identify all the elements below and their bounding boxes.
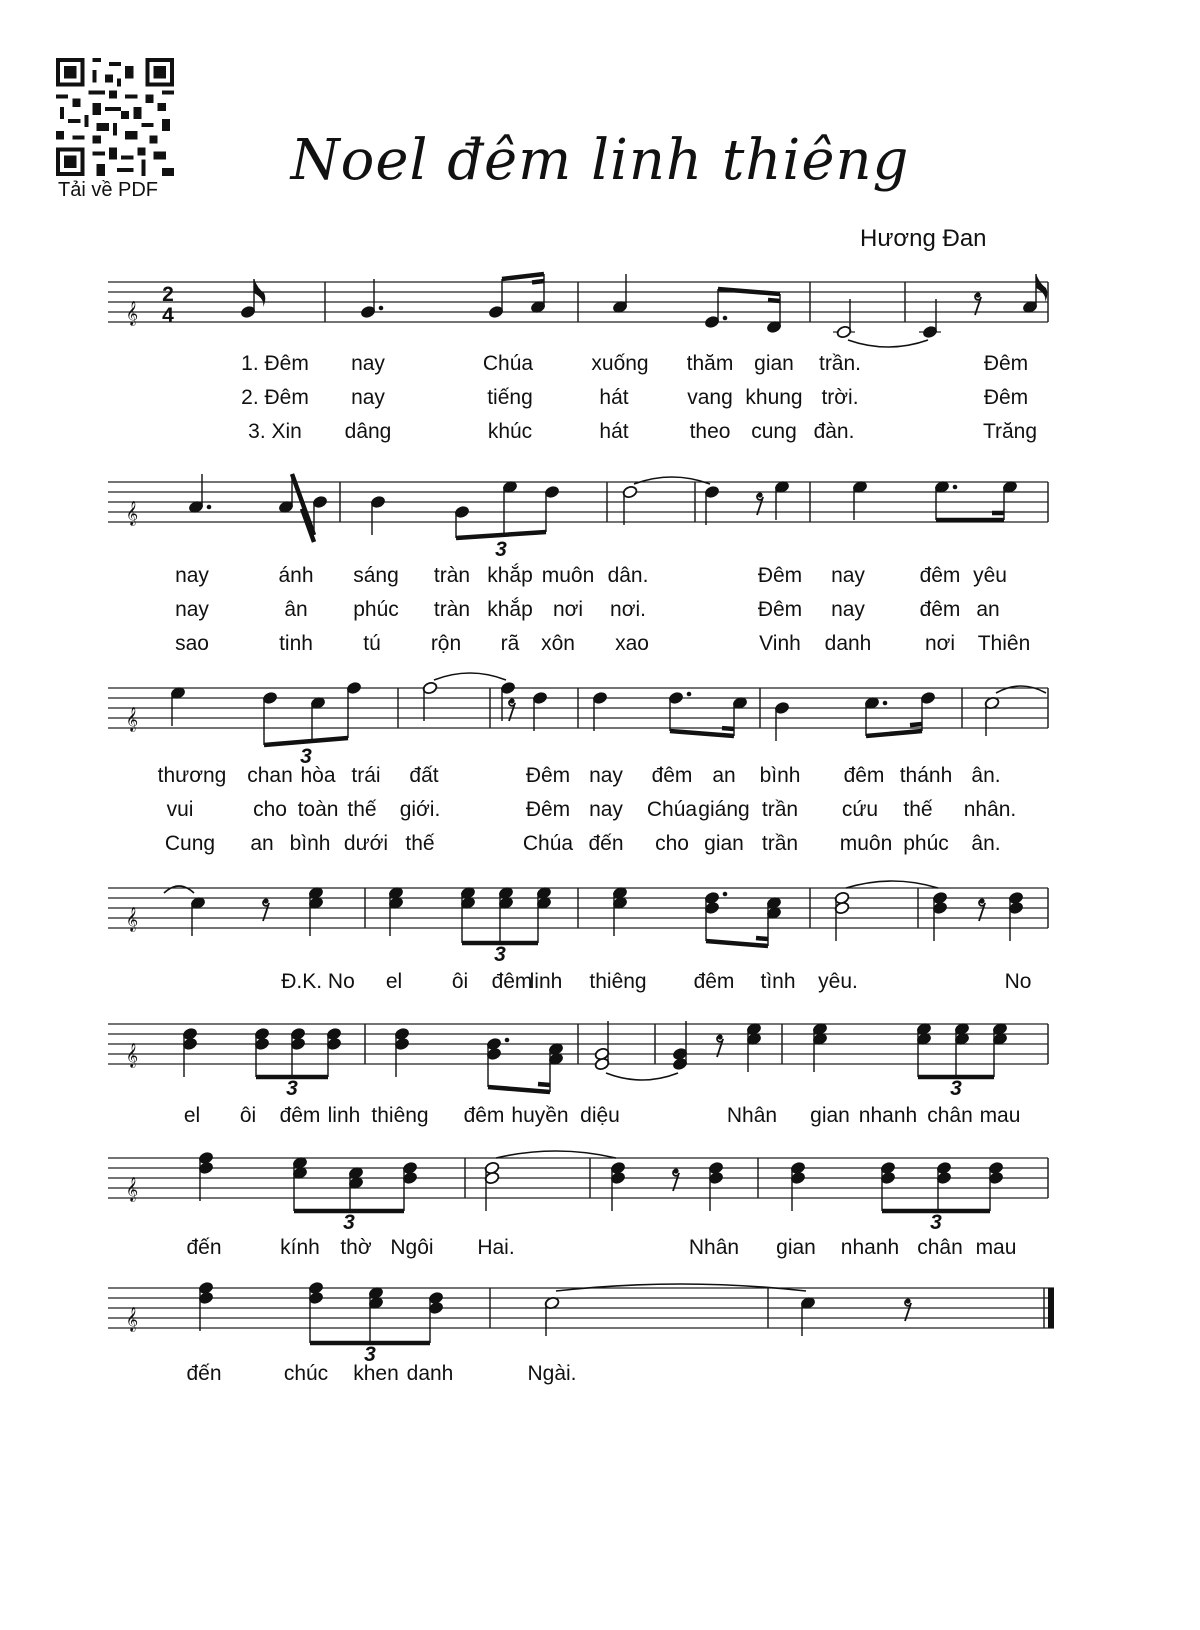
lyric-syllable: Cung	[164, 832, 216, 855]
lyric-syllable: mau	[979, 1104, 1021, 1127]
lyric-syllable: hát	[599, 386, 629, 409]
lyric-syllable: nay	[351, 386, 385, 409]
time-signature-top: 2	[162, 283, 174, 306]
lyric-syllable: tú	[363, 632, 381, 655]
lyric-syllable: cho	[655, 832, 689, 855]
note-beam	[866, 731, 922, 736]
lyric-syllable: nay	[589, 798, 623, 821]
lyric-syllable: Ngôi	[390, 1236, 434, 1259]
lyric-syllable: Trăng	[982, 420, 1038, 443]
triplet-mark: 3	[286, 1077, 298, 1100]
lyric-syllable: thăm	[686, 352, 734, 375]
eighth-rest-dot	[717, 1034, 722, 1039]
lyric-syllable: ân.	[971, 764, 1001, 787]
triplet-mark: 3	[364, 1343, 376, 1366]
lyric-syllable: an	[712, 764, 736, 787]
lyric-syllable: nhanh	[858, 1104, 918, 1127]
tie-slur	[606, 1073, 678, 1080]
augmentation-dot	[953, 485, 958, 490]
lyric-syllable: hát	[599, 420, 629, 443]
lyric-syllable: Đ.K. No	[281, 970, 355, 993]
note-flag	[254, 279, 265, 307]
lyric-syllable: tinh	[279, 632, 313, 655]
lyric-syllable: el	[183, 1104, 201, 1127]
lyric-syllable: dưới	[343, 832, 389, 855]
treble-clef-icon: 𝄞	[125, 302, 139, 325]
lyric-syllable: giới.	[399, 798, 441, 821]
lyric-syllable: khắp	[487, 564, 533, 587]
treble-clef-icon: 𝄞	[125, 908, 139, 931]
tie-slur	[434, 673, 506, 680]
lyric-syllable: ôi	[451, 970, 469, 993]
lyric-syllable: đất	[409, 764, 439, 787]
lyric-syllable: nay	[175, 598, 209, 621]
lyric-syllable: ánh	[278, 564, 314, 587]
augmentation-dot	[379, 306, 384, 311]
lyric-syllable: đêm	[279, 1104, 321, 1127]
lyric-syllable: huyền	[511, 1104, 569, 1127]
time-signature-bottom: 4	[162, 304, 174, 327]
lyric-syllable: an	[976, 598, 1000, 621]
lyric-syllable: giáng	[698, 798, 750, 821]
lyric-syllable: đàn.	[813, 420, 855, 443]
augmentation-dot	[505, 1038, 510, 1043]
note-beam	[722, 728, 734, 729]
note-beam	[706, 941, 768, 946]
lyric-syllable: kính	[280, 1236, 320, 1259]
lyric-syllable: nơi	[552, 598, 584, 621]
note-beam	[532, 281, 544, 282]
lyric-syllable: yêu.	[818, 970, 858, 993]
note-beam	[910, 724, 922, 725]
lyric-syllable: tiếng	[487, 386, 533, 409]
tie-slur	[846, 881, 938, 888]
lyric-syllable: đêm	[919, 564, 961, 587]
lyric-syllable: trái	[351, 764, 381, 787]
lyric-syllable: Nhân	[726, 1104, 778, 1127]
lyric-syllable: 3. Xin	[248, 420, 302, 443]
lyric-syllable: bình	[759, 764, 801, 787]
lyric-syllable: thế	[903, 798, 933, 821]
lyric-syllable: gian	[776, 1236, 816, 1259]
lyric-syllable: sáng	[353, 564, 399, 587]
lyric-syllable: xôn	[541, 632, 575, 655]
lyric-syllable: nay	[831, 598, 865, 621]
lyric-syllable: Đêm	[983, 352, 1029, 375]
lyric-syllable: bình	[289, 832, 331, 855]
eighth-rest-dot	[673, 1168, 678, 1173]
lyric-syllable: an	[250, 832, 274, 855]
eighth-rest-dot	[509, 698, 514, 703]
lyric-syllable: chân	[927, 1104, 973, 1127]
lyric-syllable: Đêm	[983, 386, 1029, 409]
lyric-syllable: tình	[760, 970, 796, 993]
page-title: Noel đêm linh thiêng	[290, 128, 910, 193]
lyric-syllable: Ngài.	[527, 1362, 577, 1385]
lyric-syllable: theo	[689, 420, 731, 443]
triplet-mark: 3	[930, 1211, 942, 1234]
lyric-syllable: Đêm	[757, 598, 803, 621]
eighth-rest-dot	[757, 492, 762, 497]
lyric-syllable: thánh	[899, 764, 953, 787]
lyric-syllable: ân	[284, 598, 308, 621]
eighth-rest-dot	[263, 898, 268, 903]
lyric-syllable: Nhân	[688, 1236, 740, 1259]
lyric-syllable: linh	[327, 1104, 361, 1127]
lyric-syllable: chúc	[283, 1362, 329, 1385]
lyric-syllable: rã	[500, 632, 520, 655]
lyric-syllable: trần.	[818, 352, 862, 375]
lyric-syllable: sao	[175, 632, 209, 655]
lyric-syllable: nay	[175, 564, 209, 587]
lyric-syllable: đến	[186, 1236, 222, 1259]
qr-caption[interactable]: Tải về PDF	[58, 179, 159, 201]
lyric-syllable: trời.	[821, 386, 859, 409]
eighth-rest-dot	[979, 898, 984, 903]
lyric-syllable: đêm	[651, 764, 693, 787]
triplet-mark: 3	[300, 745, 312, 768]
lyric-syllable: khen	[353, 1362, 399, 1385]
final-barline-thick	[1048, 1288, 1054, 1328]
lyric-syllable: No	[1004, 970, 1032, 993]
lyric-syllable: thế	[405, 832, 435, 855]
lyric-syllable: nay	[589, 764, 623, 787]
treble-clef-icon: 𝄞	[125, 1178, 139, 1201]
tie-slur	[634, 477, 710, 484]
lyric-syllable: đêm	[843, 764, 885, 787]
lyric-syllable: trần	[761, 798, 799, 821]
lyric-syllable: cứu	[841, 798, 879, 821]
lyric-syllable: khắp	[487, 598, 533, 621]
lyric-syllable: thiêng	[589, 970, 647, 993]
lyric-syllable: danh	[824, 632, 872, 655]
lyric-syllable: xao	[615, 632, 649, 655]
lyric-syllable: Chúa	[646, 798, 698, 821]
lyric-syllable: Đêm	[757, 564, 803, 587]
lyric-syllable: thiêng	[371, 1104, 429, 1127]
lyric-syllable: muôn	[839, 832, 893, 855]
triplet-mark: 3	[950, 1077, 962, 1100]
lyric-syllable: khúc	[487, 420, 533, 443]
treble-clef-icon: 𝄞	[125, 502, 139, 525]
lyric-syllable: mau	[975, 1236, 1017, 1259]
treble-clef-icon: 𝄞	[125, 1044, 139, 1067]
lyric-syllable: Chúa	[522, 832, 574, 855]
note-beam	[488, 1087, 550, 1092]
lyric-syllable: gian	[754, 352, 794, 375]
augmentation-dot	[883, 701, 888, 706]
lyric-syllable: toàn	[297, 798, 339, 821]
lyric-syllable: Đêm	[525, 764, 571, 787]
lyric-syllable: thế	[347, 798, 377, 821]
lyric-syllable: 2. Đêm	[241, 386, 309, 409]
lyric-syllable: Vinh	[759, 632, 801, 655]
lyric-syllable: đêm	[693, 970, 735, 993]
lyric-syllable: yêu	[973, 564, 1007, 587]
lyric-syllable: trần	[761, 832, 799, 855]
note-beam	[502, 274, 544, 279]
lyric-syllable: gian	[704, 832, 744, 855]
lyric-syllable: chan	[247, 764, 293, 787]
lyric-syllable: đêm	[919, 598, 961, 621]
lyric-syllable: Đêm	[525, 798, 571, 821]
lyric-syllable: khung	[745, 386, 803, 409]
lyric-syllable: nay	[831, 564, 865, 587]
lyric-syllable: nhanh	[840, 1236, 900, 1259]
augmentation-dot	[687, 692, 692, 697]
tie-slur	[996, 686, 1046, 693]
lyric-syllable: đến	[588, 832, 624, 855]
lyric-syllable: vui	[166, 798, 194, 821]
lyric-syllable: thương	[157, 764, 227, 787]
composer: Hương Đan	[860, 225, 987, 252]
augmentation-dot	[723, 892, 728, 897]
lyric-syllable: el	[385, 970, 403, 993]
note-beam	[718, 289, 780, 294]
lyric-syllable: đến	[186, 1362, 222, 1385]
lyric-syllable: gian	[810, 1104, 850, 1127]
lyric-syllable: đêm	[463, 1104, 505, 1127]
lyric-syllable: cho	[253, 798, 287, 821]
lyric-syllable: ôi	[239, 1104, 257, 1127]
lyric-syllable: linh	[529, 970, 563, 993]
note-beam	[538, 1084, 550, 1085]
lyric-syllable: tràn	[433, 564, 471, 587]
lyric-syllable: diệu	[580, 1104, 620, 1127]
lyric-syllable: nay	[351, 352, 385, 375]
lyric-syllable: thờ	[340, 1236, 372, 1259]
lyric-syllable: phúc	[903, 832, 949, 855]
triplet-mark: 3	[343, 1211, 355, 1234]
triplet-mark: 3	[495, 538, 507, 561]
lyric-syllable: vang	[687, 386, 733, 409]
lyric-syllable: ân.	[971, 832, 1001, 855]
treble-clef-icon: 𝄞	[125, 1308, 139, 1331]
eighth-rest-dot	[975, 292, 980, 297]
lyric-syllable: nơi	[924, 632, 956, 655]
lyric-syllable: Thiên	[977, 632, 1031, 655]
lyric-syllable: Chúa	[482, 352, 534, 375]
augmentation-dot	[723, 316, 728, 321]
tie-slur	[848, 340, 928, 347]
lyric-syllable: rộn	[430, 632, 462, 655]
note-beam	[264, 738, 348, 745]
lyric-syllable: đêm	[491, 970, 533, 993]
triplet-mark: 3	[494, 943, 506, 966]
augmentation-dot	[207, 505, 212, 510]
tie-slur	[496, 1151, 616, 1158]
lyric-syllable: danh	[406, 1362, 454, 1385]
note-beam	[670, 731, 734, 736]
note-beam	[756, 938, 768, 939]
note-beam	[292, 474, 314, 535]
lyric-syllable: dân.	[607, 564, 649, 587]
lyric-syllable: 1. Đêm	[241, 352, 309, 375]
lyric-syllable: Hai.	[477, 1236, 515, 1259]
lyric-syllable: chân	[917, 1236, 963, 1259]
lyric-syllable: xuống	[591, 352, 649, 375]
lyric-syllable: muôn	[541, 564, 595, 587]
lyric-syllable: dâng	[344, 420, 392, 443]
note-flag	[1036, 274, 1047, 302]
treble-clef-icon: 𝄞	[125, 708, 139, 731]
lyric-syllable: phúc	[353, 598, 399, 621]
lyric-syllable: nơi.	[610, 598, 646, 621]
tie-slur	[164, 886, 194, 893]
note-beam	[768, 300, 780, 301]
lyric-syllable: hòa	[300, 764, 336, 787]
lyric-syllable: nhân.	[963, 798, 1017, 821]
lyric-syllable: cung	[751, 420, 797, 443]
lyric-syllable: tràn	[433, 598, 471, 621]
eighth-rest-dot	[905, 1298, 910, 1303]
